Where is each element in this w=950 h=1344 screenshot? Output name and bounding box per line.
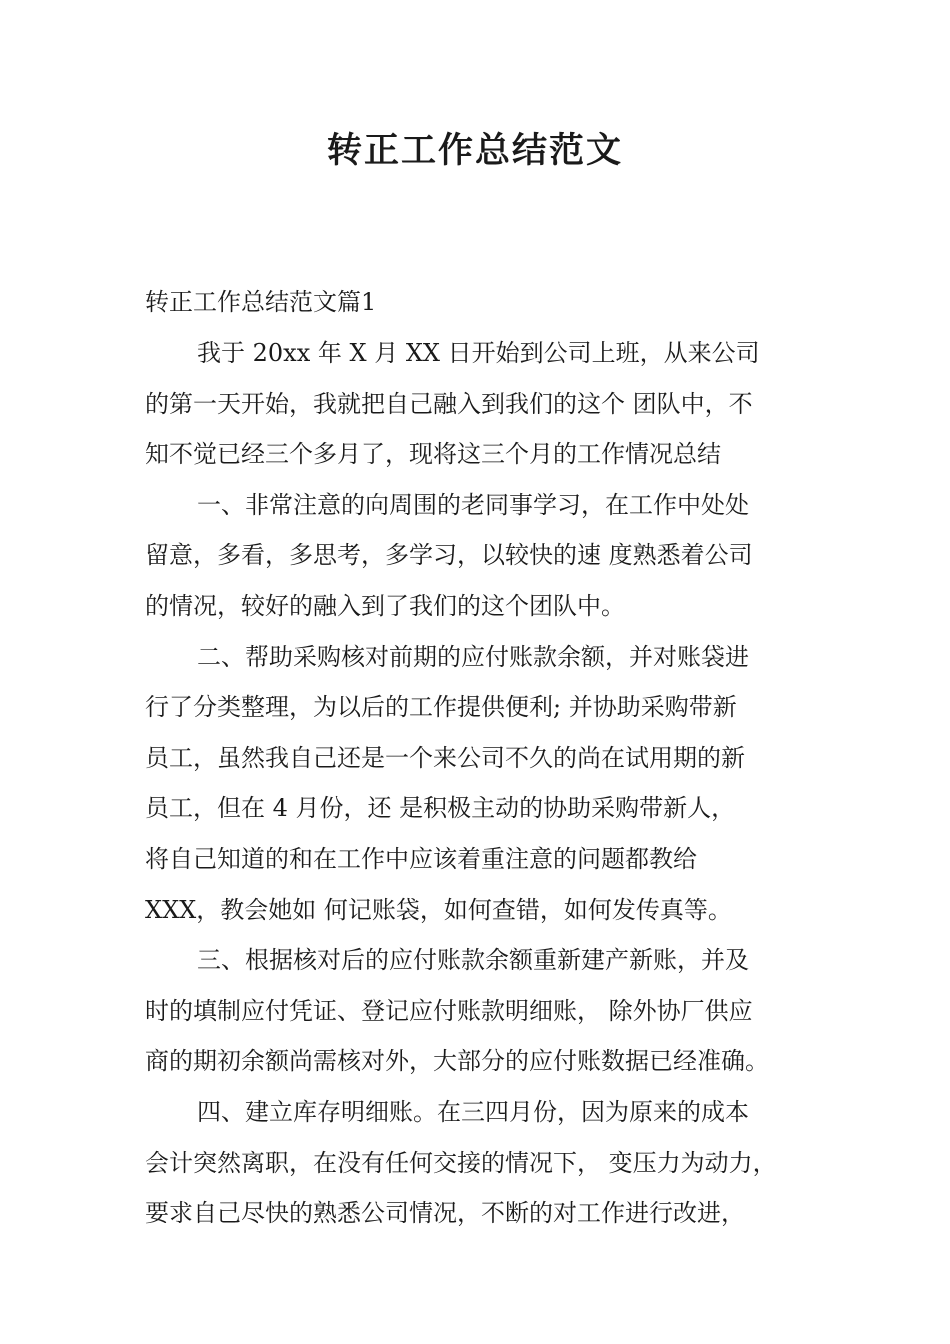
text-line: 二、帮助采购核对前期的应付账款余额，并对账袋进 [197,642,749,671]
paragraph-4 [145,935,825,1087]
text-line: 一、非常注意的向周围的老同事学习，在工作中处处 [197,490,749,519]
paragraph-2 [145,480,825,632]
text-line: 要求自己尽快的熟悉公司情况，不断的对工作进行改进， [145,1199,745,1228]
text-line: 的第一天开始，我就把自己融入到我们的这个 团队中，不 [145,389,753,418]
paragraph-1 [145,328,825,480]
paragraph-3 [145,632,825,936]
text-line: 知不觉已经三个多月了，现将这三个月的工作情况总结 [145,440,721,469]
text-line: 将自己知道的和在工作中应该着重注意的问题都教给 [145,844,697,873]
text-line: 三、根据核对后的应付账款余额重新建产新账，并及 [197,946,749,975]
text-line: 行了分类整理，为以后的工作提供便利; 并协助采购带新 [145,693,737,722]
text-line: 商的期初余额尚需核对外，大部分的应付账数据已经准确。 [145,1047,769,1076]
text-line: 员工，但在 4 月份，还 是积极主动的协助采购带新人， [145,794,736,823]
paragraph-5 [145,1087,825,1239]
text-line: 我于 20xx 年 X 月 XX 日开始到公司上班，从来公司 [197,339,760,367]
document-title: 转正工作总结范文 [326,130,623,171]
text-line: 的情况，较好的融入到了我们的这个团队中。 [145,591,625,620]
text-line: XXX，教会她如 何记账袋，如何查错，如何发传真等。 [145,895,732,924]
text-line: 员工，虽然我自己还是一个来公司不久的尚在试用期的新 [145,743,745,772]
body-text [145,328,825,1239]
section-heading: 转正工作总结范文篇1 [145,288,377,316]
text-line: 留意，多看，多思考，多学习，以较快的速 度熟悉着公司 [145,541,753,570]
text-line: 四、建立库存明细账。在三四月份，因为原来的成本 [197,1097,749,1126]
text-line: 会计突然离职，在没有任何交接的情况下， 变压力为动力， [145,1148,777,1177]
text-line: 时的填制应付凭证、登记应付账款明细账， 除外协厂供应 [145,996,753,1025]
